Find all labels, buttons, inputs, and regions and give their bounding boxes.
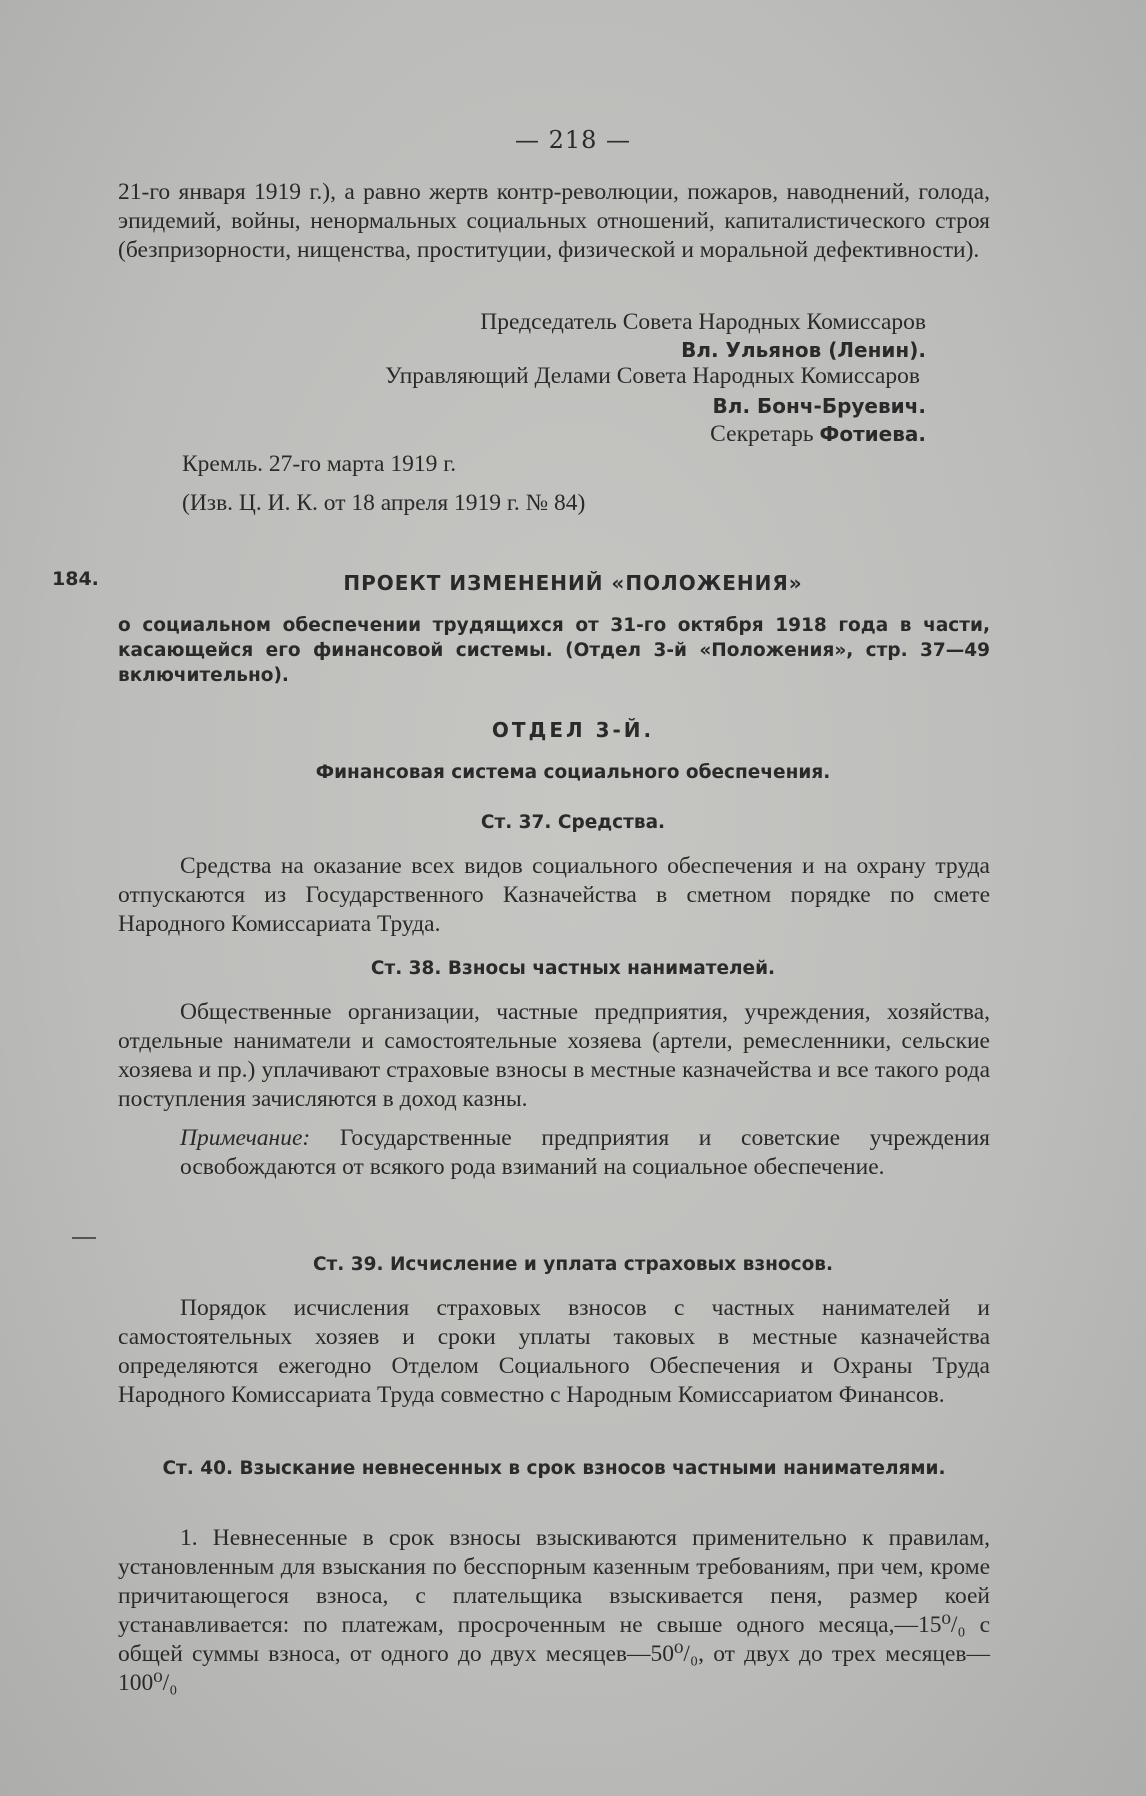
source-reference: (Изв. Ц. И. К. от 18 апреля 1919 г. № 84) — [182, 490, 586, 516]
art39-body — [118, 1294, 990, 1410]
secretary-line — [710, 421, 926, 448]
section-subtitle: Финансовая система социального обеспечения. — [315, 762, 831, 783]
secretary-title: Секретарь — [710, 421, 814, 447]
note-text: Государственные предприятия и советские учреждения освобождаются от всякого рода взиманий на социальное обеспечение. — [180, 1125, 990, 1180]
secretary-name: Фотиева. — [819, 422, 926, 446]
art39-text: Порядок исчисления страховых взносов с частных нанимателей и самостоятельных хозяев и сроки уплаты таковых в местные казначейства определяются ежегодно Отделом Социального Обеспечения и Охраны Труда Народного Комиссариата Труда совместно с Народным Комиссариатом Финансов. — [118, 1295, 990, 1408]
manager-title: Управляющий Делами Совета Народных Комиссаров — [385, 363, 920, 389]
art40-body — [118, 1524, 990, 1698]
page-number: — 218 — — [514, 126, 632, 154]
intro-paragraph — [118, 178, 990, 265]
chair-title: Председатель Совета Народных Комиссаров — [480, 309, 926, 335]
art37-title: Ст. 37. Средства. — [480, 812, 666, 833]
art37-text: Средства на оказание всех видов социального обеспечения и на охрану труда отпускаются из Государственного Казначейства в сметном порядке по смете Народного Комиссариата Труда. — [118, 853, 990, 937]
manager-name — [713, 393, 926, 420]
note-label: Примечание: — [180, 1125, 311, 1151]
project-subtitle: о социальном обеспечении трудящихся от 31-го октября 1918 года в части, касающейся его финансовой системы. (Отдел 3-й «Положения», стр. 37—49 включительно). — [118, 615, 990, 686]
art39-title: Ст. 39. Исчисление и уплата страховых взносов. — [312, 1254, 834, 1275]
art40-title: Ст. 40. Взыскание невнесенных в срок взносов частными нанимателями. — [162, 1458, 946, 1479]
art40-text: 1. Невнесенные в срок взносы взыскиваются применительно к правилам, установленным для взыскания по бесспорным казенным требованиям, при чем, кроме причитающегося взноса, с плательщика взыскивается пеня, размер коей устанавливается: по платежам, просроченным не свыше одного месяца,—15⁰/₀ с общей суммы взноса, от одного до двух месяцев—50⁰/₀, от двух до трех месяцев—100⁰/₀ — [118, 1525, 990, 1696]
place-date: Кремль. 27-го марта 1919 г. — [182, 451, 457, 477]
chair-name-text: Вл. Ульянов (Ленин). — [681, 338, 926, 362]
art37-body — [118, 852, 990, 939]
project-title: ПРОЕКТ ИЗМЕНЕНИЙ «ПОЛОЖЕНИЯ» — [343, 571, 803, 595]
art38-text: Общественные организации, частные предприятия, учреждения, хозяйства, отдельные наниматели и самостоятельные хозяева (артели, ремесленники, сельские хозяева и пр.) уплачивают страховые взносы в местные казначейства и все такого рода поступления зачисляются в доход казны. — [118, 999, 990, 1112]
manager-name-text: Вл. Бонч-Бруевич. — [712, 394, 926, 418]
intro-text: 21-го января 1919 г.), а равно жертв контр-революции, пожаров, наводнений, голода, эпидемий, войны, ненормальных социальных отношений, капиталистического строя (безпризорности, нищенства, проституции, физической и моральной дефективности). — [118, 179, 990, 263]
margin-mark — [72, 1237, 96, 1239]
art38-note — [118, 1124, 990, 1182]
section-title: ОТДЕЛ 3-Й. — [491, 718, 655, 742]
margin-number: 184. — [52, 568, 99, 590]
art38-body — [118, 998, 990, 1182]
art38-title: Ст. 38. Взносы частных нанимателей. — [370, 958, 776, 979]
chair-name — [681, 337, 926, 364]
